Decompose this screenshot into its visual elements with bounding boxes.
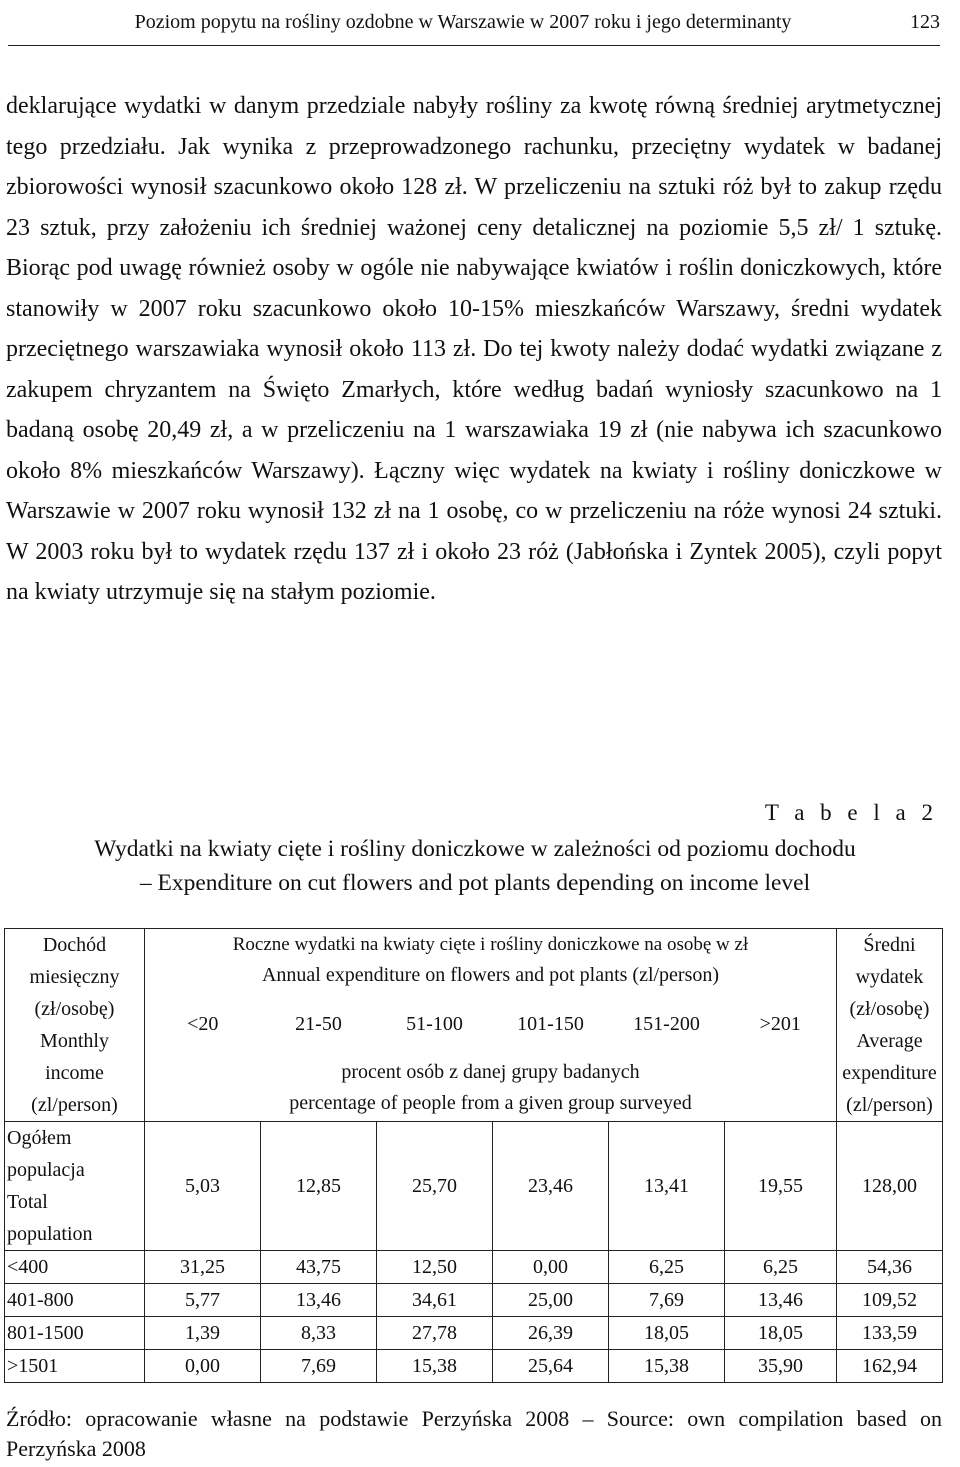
- page-number: 123: [910, 10, 940, 33]
- income-cell: 401-800: [5, 1284, 145, 1317]
- percent-header-en: percentage of people from a given group surveyed: [289, 1092, 692, 1115]
- expenditure-table: [4, 928, 943, 1383]
- table-cell: 23,46: [493, 1122, 609, 1251]
- avg-header-line: Średni: [863, 934, 916, 956]
- range-cell: >201: [759, 1012, 801, 1035]
- table-row: [5, 1284, 943, 1317]
- annual-header-pl: Roczne wydatki na kwiaty cięte i rośliny doniczkowe na osobę w zł: [232, 934, 749, 956]
- table-number: T a b e l a 2: [764, 800, 938, 825]
- avg-header-line: (zł/osobę): [849, 998, 930, 1020]
- table-caption-pl: Wydatki na kwiaty cięte i rośliny doniczkowe w zależności od poziomu dochodu: [94, 836, 856, 862]
- table-cell: 13,41: [609, 1122, 725, 1251]
- avg-header-line: wydatek: [855, 966, 924, 988]
- percent-header-pl: procent osób z danej grupy badanych: [341, 1061, 640, 1084]
- table-cell: 18,05: [725, 1317, 837, 1350]
- avg-header: [837, 929, 943, 1122]
- table-cell: 1,39: [145, 1317, 261, 1350]
- income-header-line: Dochód: [42, 934, 107, 956]
- table-cell: 6,25: [609, 1251, 725, 1284]
- table-row-total: [5, 1122, 943, 1251]
- table-cell: 7,69: [609, 1284, 725, 1317]
- table-cell: 5,77: [145, 1284, 261, 1317]
- running-header: [28, 0, 940, 44]
- total-label-line: Ogółem: [7, 1127, 72, 1149]
- table-row: [5, 1350, 943, 1383]
- header-divider: [8, 45, 940, 46]
- table-cell: 43,75: [261, 1251, 377, 1284]
- total-label: [5, 1122, 145, 1251]
- table-cell: 12,85: [261, 1122, 377, 1251]
- total-label-line: population: [7, 1223, 93, 1245]
- table-cell: 8,33: [261, 1317, 377, 1350]
- table-cell: 7,69: [261, 1350, 377, 1383]
- body-paragraph: deklarujące wydatki w danym przedziale nabyły rośliny za kwotę równą średniej arytmetycznej tego przedziału. Jak wynika z przeprowadzonego rachunku, przeciętny wydatek w badanej zbiorowości wynosił szacunkowo około 128 zł. W przeliczeniu na sztuki róż był to zakup rzędu 23 sztuk, przy założeniu ich średniej ważonej ceny detalicznej na poziomie 5,5 zł/ 1 sztukę. Biorąc pod uwagę również osoby w ogóle nie nabywające kwiatów i roślin doniczkowych, które stanowiły w 2007 roku szacunkowo około 10-15% mieszkańców Warszawy, średni wydatek przeciętnego warszawiaka wynosił około 113 zł. Do tej kwoty należy dodać wydatki związane z zakupem chryzantem na Święto Zmarłych, które według badań wyniosły szacunkowo na 1 badaną osobę 20,49 zł, a w przeliczeniu na 1 warszawiaka 19 zł (nie nabywa ich szacunkowo około 8% mieszkańców Warszawy). Łączny więc wydatek na kwiaty i rośliny doniczkowe w Warszawie w 2007 roku wynosił 132 zł na 1 osobę, co w przeliczeniu na róże wynosi 24 sztuki. W 2003 roku był to wydatek rzędu 137 zł i około 23 róż (Jabłońska i Zyntek 2005), czyli popyt na kwiaty utrzymuje się na stałym poziomie.: [6, 93, 942, 605]
- income-header-line: income: [45, 1062, 104, 1084]
- annual-header: [145, 929, 837, 992]
- range-cell: 101-150: [517, 1012, 584, 1035]
- table-row: [5, 1251, 943, 1284]
- table-cell: 25,64: [493, 1350, 609, 1383]
- table-cell: 18,05: [609, 1317, 725, 1350]
- range-cell: <20: [187, 1012, 219, 1035]
- income-header-line: miesięczny: [29, 966, 120, 988]
- income-cell: <400: [5, 1251, 145, 1284]
- annual-header-en: Annual expenditure on flowers and pot plants (zl/person): [261, 964, 720, 987]
- table-caption: [0, 832, 950, 900]
- range-cell: 21-50: [295, 1012, 342, 1035]
- table-cell: 128,00: [837, 1122, 943, 1251]
- table-cell: 27,78: [377, 1317, 493, 1350]
- range-cell: 51-100: [406, 1012, 463, 1035]
- table-cell: 34,61: [377, 1284, 493, 1317]
- table-cell: 15,38: [609, 1350, 725, 1383]
- total-label-line: populacja: [7, 1159, 85, 1181]
- income-cell: >1501: [5, 1350, 145, 1383]
- table-cell: 109,52: [837, 1284, 943, 1317]
- running-header-title: Poziom popytu na rośliny ozdobne w Warszawie w 2007 roku i jego determinanty: [134, 10, 792, 33]
- table-cell: 31,25: [145, 1251, 261, 1284]
- range-cell: 151-200: [633, 1012, 700, 1035]
- percent-header: [145, 1056, 837, 1122]
- table-cell: 54,36: [837, 1251, 943, 1284]
- table-cell: 162,94: [837, 1350, 943, 1383]
- table-cell: 25,00: [493, 1284, 609, 1317]
- income-header-line: Monthly: [40, 1030, 109, 1052]
- table-cell: 5,03: [145, 1122, 261, 1251]
- avg-header-line: (zl/person): [846, 1094, 933, 1116]
- table-cell: 26,39: [493, 1317, 609, 1350]
- avg-header-line: expenditure: [842, 1062, 937, 1084]
- avg-header-line: Average: [856, 1030, 923, 1052]
- income-header-line: (zł/osobę): [34, 998, 115, 1020]
- table-cell: 12,50: [377, 1251, 493, 1284]
- table-source-note: Źródło: opracowanie własne na podstawie Perzyńska 2008 – Source: own compilation based on Perzyńska 2008: [6, 1406, 942, 1461]
- income-header-line: (zl/person): [31, 1094, 118, 1116]
- table-cell: 19,55: [725, 1122, 837, 1251]
- table-cell: 13,46: [261, 1284, 377, 1317]
- table-cell: 25,70: [377, 1122, 493, 1251]
- income-cell: 801-1500: [5, 1317, 145, 1350]
- table-row: [5, 1317, 943, 1350]
- table-cell: 13,46: [725, 1284, 837, 1317]
- table-cell: 0,00: [493, 1251, 609, 1284]
- table-cell: 0,00: [145, 1350, 261, 1383]
- table-cell: 133,59: [837, 1317, 943, 1350]
- income-header: [5, 929, 145, 1122]
- total-label-line: Total: [7, 1191, 48, 1213]
- table-caption-en: – Expenditure on cut flowers and pot plants depending on income level: [139, 870, 811, 896]
- table-cell: 15,38: [377, 1350, 493, 1383]
- table-cell: 35,90: [725, 1350, 837, 1383]
- table-cell: 6,25: [725, 1251, 837, 1284]
